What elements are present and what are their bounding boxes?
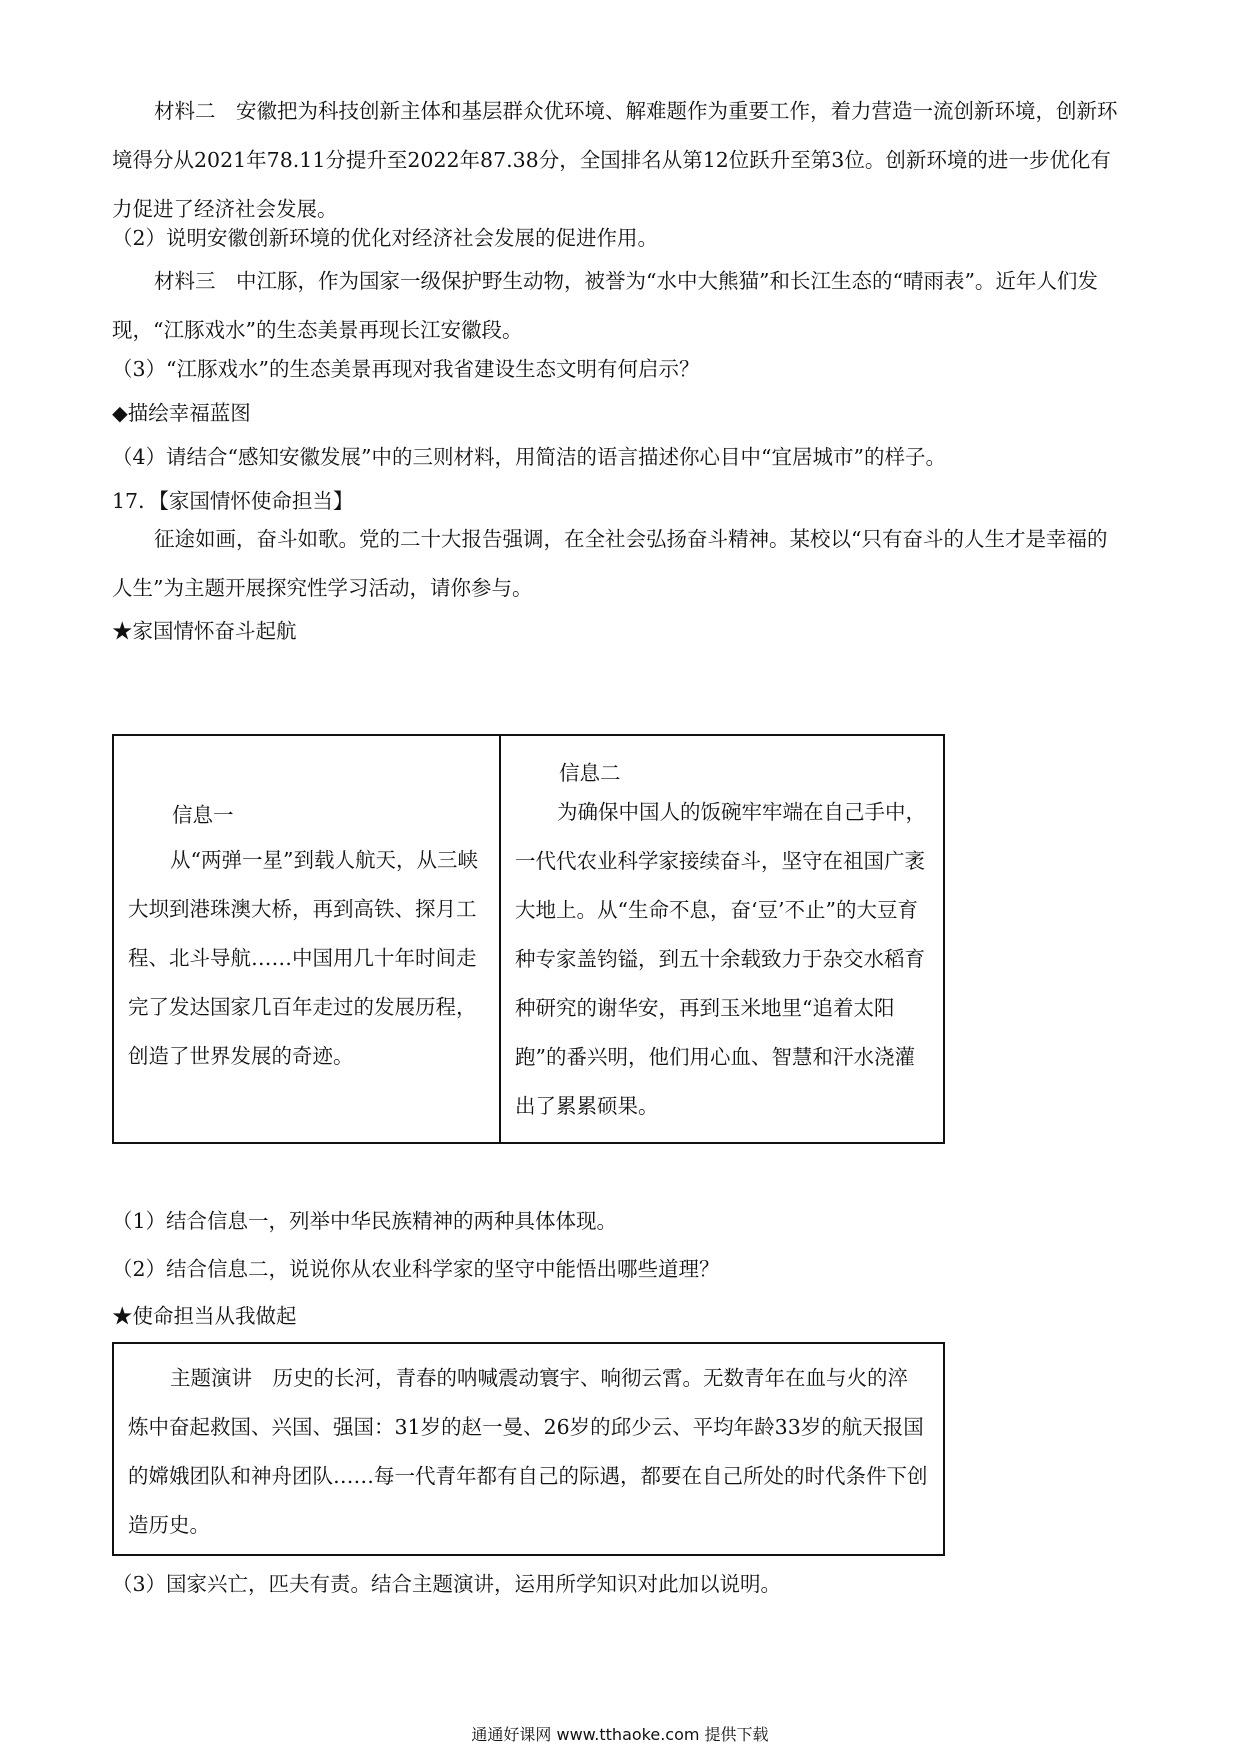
question-4: （4）请结合“感知安徽发展”中的三则材料，用简洁的语言描述你心目中“宜居城市”的样子。 (112, 445, 946, 469)
info-two-cell (501, 736, 943, 1142)
speech-text: 主题演讲 历史的长河，青春的呐喊震动寰宇、响彻云霄。无数青年在血与火的淬炼中奋起救国、兴国、强国：31岁的赵一曼、26岁的邱少云、平均年龄33岁的航天报国的嫦娥团队和神舟团队……每一代青年都有自己的际遇，都要在自己所处的时代条件下创造历史。 (128, 1366, 928, 1537)
question-17-intro: 征途如画，奋斗如歌。党的二十大报告强调，在全社会弘扬奋斗精神。某校以“只有奋斗的人生才是幸福的人生”为主题开展探究性学习活动，请你参与。 (112, 527, 1108, 600)
material-two-paragraph: 材料二 安徽把为科技创新主体和基层群众优环境、解难题作为重要工作，着力营造一流创新环境，创新环境得分从2021年78.11分提升至2022年87.38分，全国排名从第12位跃升至第3位。创新环境的进一步优化有力促进了经济社会发展。 (112, 99, 1118, 221)
sub-question-2: （2）结合信息二，说说你从农业科学家的坚守中能悟出哪些道理？ (112, 1257, 720, 1281)
sub-question-1: （1）结合信息一，列举中华民族精神的两种具体体现。 (112, 1209, 618, 1233)
sub-question-3: （3）国家兴亡，匹夫有责。结合主题演讲，运用所学知识对此加以说明。 (112, 1572, 782, 1596)
section-heading-patriotism: ★家国情怀奋斗起航 (112, 619, 297, 643)
info-table (112, 734, 945, 1144)
question-3: （3）“江豚戏水”的生态美景再现对我省建设生态文明有何启示？ (112, 357, 700, 381)
section-heading-mission: ★使命担当从我做起 (112, 1304, 297, 1328)
info-two-title: 信息二 (559, 761, 621, 785)
material-three-paragraph: 材料三 中江豚，作为国家一级保护野生动物，被誉为“水中大熊猫”和长江生态的“晴雨表”。近年人们发现，“江豚戏水”的生态美景再现长江安徽段。 (112, 269, 1098, 342)
question-17-title: 17．【家国情怀使命担当】 (112, 489, 354, 513)
footer-credit: 通通好课网 www.tthaoke.com 提供下载 (471, 1725, 769, 1744)
info-one-cell (114, 736, 501, 1142)
info-two-text: 为确保中国人的饭碗牢牢端在自己手中，一代代农业科学家接续奋斗，坚守在祖国广袤大地上。从“生命不息，奋‘豆’不止”的大豆育种专家盖钧镒，到五十余载致力于杂交水稻育种研究的谢华安，再到玉米地里“追着太阳跑”的番兴明，他们用心血、智慧和汗水浇灌出了累累硕果。 (515, 800, 926, 1118)
section-heading-happiness: ◆描绘幸福蓝图 (112, 401, 251, 425)
info-one-title: 信息一 (172, 803, 234, 827)
question-2: （2）说明安徽创新环境的优化对经济社会发展的促进作用。 (112, 226, 659, 250)
info-one-text: 从“两弹一星”到载人航天，从三峡大坝到港珠澳大桥，再到高铁、探月工程、北斗导航……中国用几十年时间走完了发达国家几百年走过的发展历程，创造了世界发展的奇迹。 (128, 848, 478, 1068)
speech-box (112, 1342, 945, 1556)
